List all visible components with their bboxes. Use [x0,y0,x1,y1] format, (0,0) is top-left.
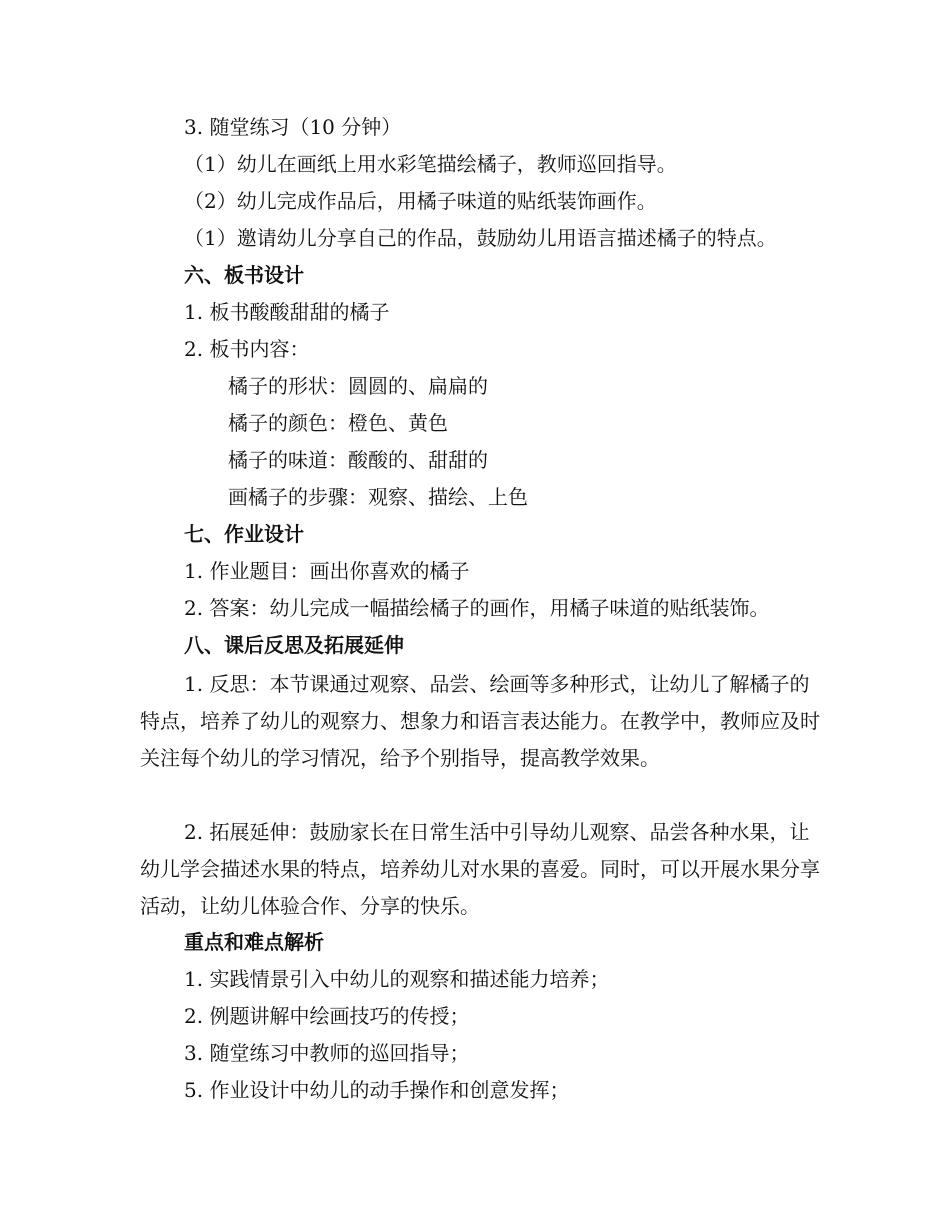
homework-item-1: 1. 作业题目：画出你喜欢的橘子 [184,559,470,583]
board-item-2: 2. 板书内容： [184,337,310,361]
practice-item-1: （1）幼儿在画纸上用水彩笔描绘橘子，教师巡回指导。 [184,152,677,176]
key-point-1: 1. 实践情景引入中幼儿的观察和描述能力培养； [184,967,610,991]
homework-item-2: 2. 答案：幼儿完成一幅描绘橘子的画作，用橘子味道的贴纸装饰。 [184,596,770,620]
practice-item-3: （1）邀请幼儿分享自己的作品，鼓励幼儿用语言描述橘子的特点。 [184,226,777,250]
board-detail-steps: 画橘子的步骤：观察、描绘、上色 [228,485,528,509]
board-detail-taste: 橘子的味道：酸酸的、甜甜的 [228,448,488,472]
reflection-paragraph: 1. 反思：本节课通过观察、品尝、绘画等多种形式，让幼儿了解橘子的特点，培养了幼儿的观察力、想象力和语言表达能力。在教学中，教师应及时关注每个幼儿的学习情况，给予个别指导，提高教学效果。 [140,672,820,770]
board-detail-shape: 橘子的形状：圆圆的、扁扁的 [228,374,488,398]
key-point-5: 5. 作业设计中幼儿的动手操作和创意发挥； [184,1078,570,1102]
board-item-1: 1. 板书酸酸甜甜的橘子 [184,300,390,324]
practice-heading: 3. 随堂练习（10 分钟） [184,115,402,139]
board-detail-color: 橘子的颜色：橙色、黄色 [228,411,448,435]
key-point-3: 3. 随堂练习中教师的巡回指导； [184,1041,470,1065]
key-point-2: 2. 例题讲解中绘画技巧的传授； [184,1004,470,1028]
practice-item-2: （2）幼儿完成作品后，用橘子味道的贴纸装饰画作。 [184,189,657,213]
section-heading-board-design: 六、板书设计 [184,263,304,287]
section-heading-homework: 七、作业设计 [184,522,304,546]
section-heading-reflection: 八、课后反思及拓展延伸 [184,633,404,657]
extension-paragraph: 2. 拓展延伸：鼓励家长在日常生活中引导幼儿观察、品尝各种水果，让幼儿学会描述水果的特点，培养幼儿对水果的喜爱。同时，可以开展水果分享活动，让幼儿体验合作、分享的快乐。 [140,820,820,918]
key-points-heading: 重点和难点解析 [184,930,324,954]
